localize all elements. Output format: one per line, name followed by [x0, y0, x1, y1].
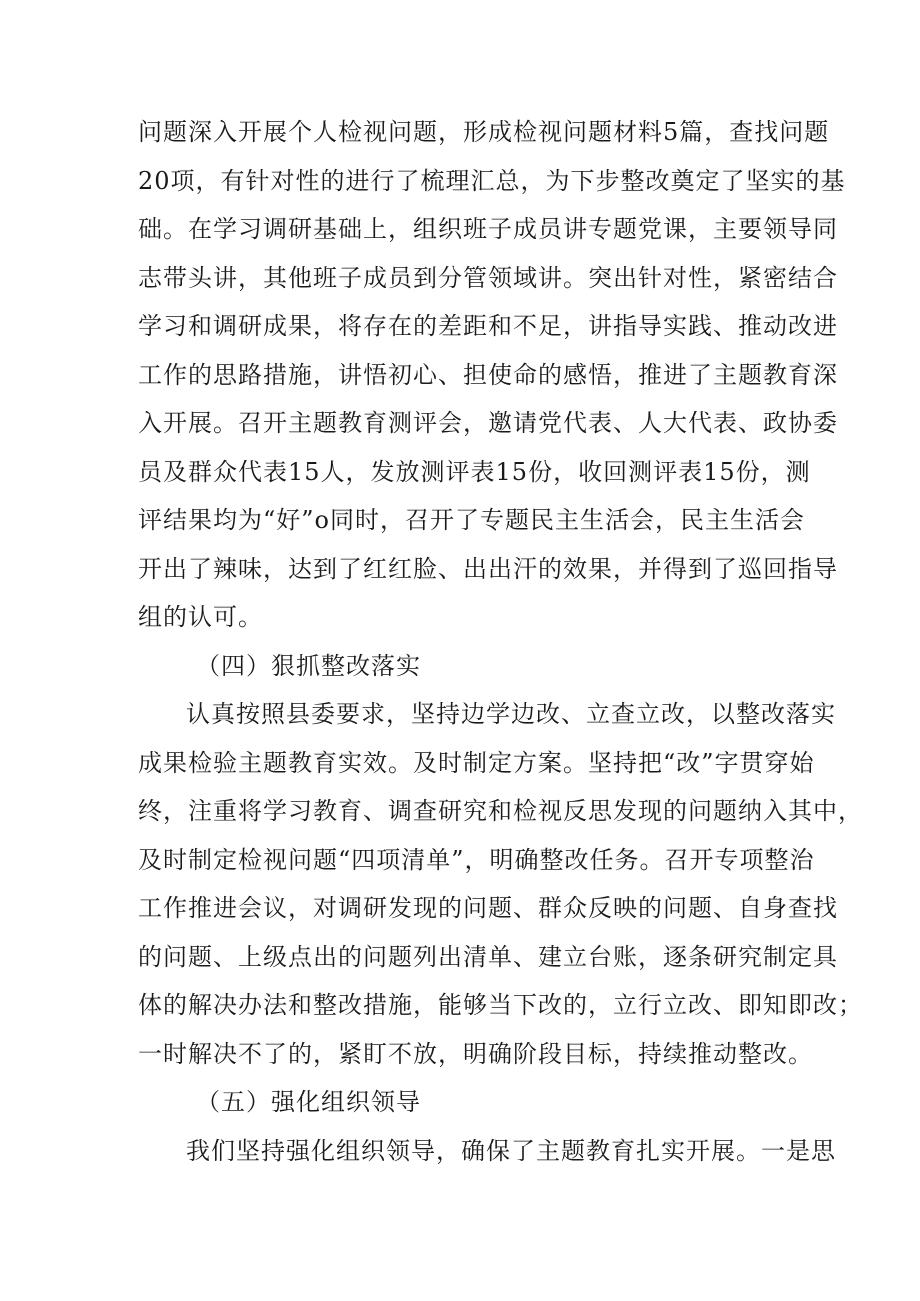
text-line: 组的认可。: [138, 603, 263, 631]
text-line: 终，注重将学习教育、调查研究和检视反思发现的问题纳入其中，: [138, 797, 863, 825]
text-line: 开出了辣味，达到了红红脸、出出汗的效果，并得到了巡回指导: [138, 555, 838, 583]
section-heading: （四）狠抓整改落实: [196, 652, 421, 680]
text-line: 工作的思路措施，讲悟初心、担使命的感悟，推进了主题教育深: [138, 361, 838, 389]
text-line: 20项，有针对性的进行了梳理汇总，为下步整改奠定了坚实的基: [138, 167, 846, 195]
text-line: 认真按照县委要求，坚持边学边改、立查立改，以整改落实: [186, 700, 836, 728]
text-line: 体的解决办法和整改措施，能够当下改的，立行立改、即知即改；: [138, 991, 863, 1019]
text-line: 及时制定检视问题“四项清单”，明确整改任务。召开专项整治: [138, 846, 815, 874]
text-line: 成果检验主题教育实效。及时制定方案。坚持把“改”字贯穿始: [138, 749, 815, 777]
text-line: 的问题、上级点出的问题列出清单、建立台账，逐条研究制定具: [138, 943, 838, 971]
text-line: 员及群众代表15人，发放测评表15份，收回测评表15份，测: [138, 458, 811, 486]
text-line: 我们坚持强化组织领导，确保了主题教育扎实开展。一是思: [186, 1137, 836, 1165]
text-line: 问题深入开展个人检视问题，形成检视问题材料5篇，查找问题: [138, 118, 830, 146]
text-line: 一时解决不了的，紧盯不放，明确阶段目标，持续推动整改。: [138, 1040, 813, 1068]
text-line: 础。在学习调研基础上，组织班子成员讲专题党课，主要领导同: [138, 215, 838, 243]
text-line: 评结果均为“好”o同时，召开了专题民主生活会，民主生活会: [138, 506, 805, 534]
section-heading: （五）强化组织领导: [196, 1088, 421, 1116]
text-line: 入开展。召开主题教育测评会，邀请党代表、人大代表、政协委: [138, 409, 838, 437]
text-line: 志带头讲，其他班子成员到分管领域讲。突出针对性，紧密结合: [138, 264, 838, 292]
text-line: 学习和调研成果，将存在的差距和不足，讲指导实践、推动改进: [138, 312, 838, 340]
text-line: 工作推进会议，对调研发现的问题、群众反映的问题、自身查找: [138, 894, 838, 922]
